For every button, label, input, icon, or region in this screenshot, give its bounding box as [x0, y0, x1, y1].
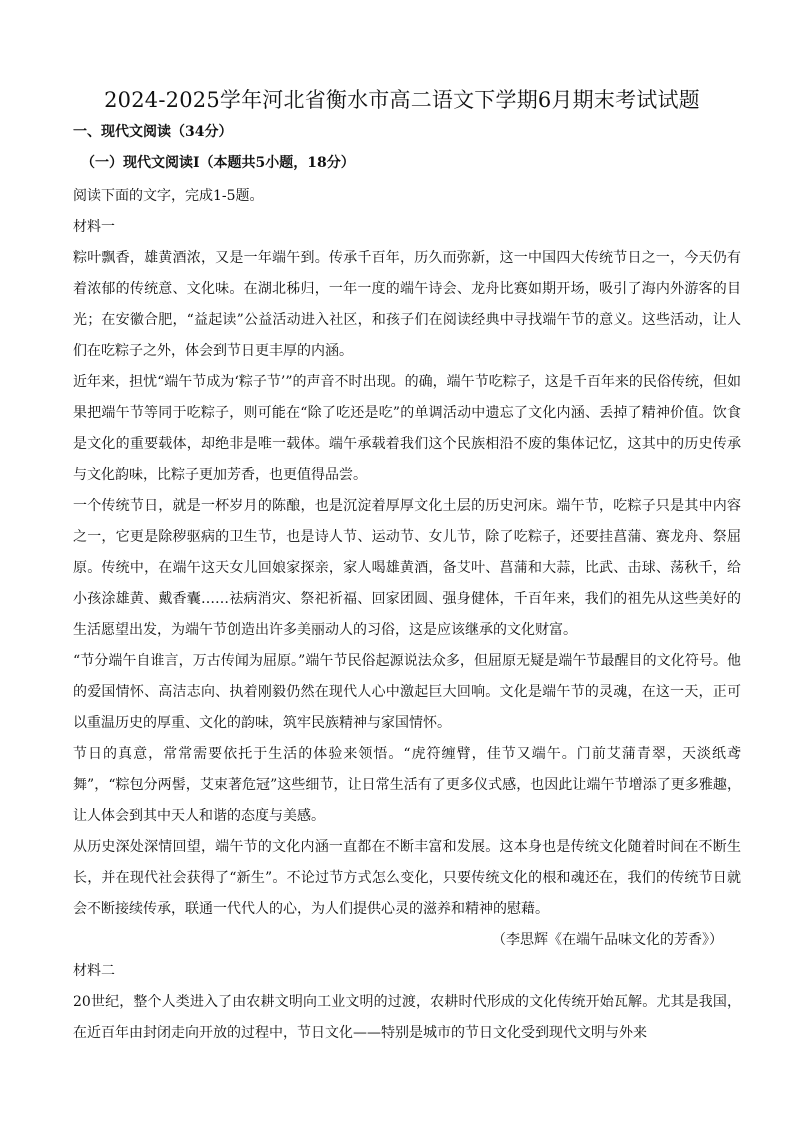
instruction-text: 阅读下面的文字，完成1-5题。: [73, 188, 264, 204]
subsection-heading: （一）现代文阅读Ⅰ（本题共5小题，18分）: [81, 155, 355, 171]
document-title: 2024-2025学年河北省衡水市高二语文下学期6月期末考试试题: [104, 88, 700, 112]
paragraph: 从历史深处深情回望，端午节的文化内涵一直都在不断丰富和发展。这本身也是传统文化随着时间在不断生长，并在现代社会获得了“新生”。不论过节方式怎么变化，只要传统文化的根和魂还在，我们的传统节日就会不断接续传承，联通一代代人的心，为人们提供心灵的滋养和精神的慰藉。: [73, 839, 741, 917]
paragraph: “节分端午自谁言，万古传闻为屈原。”端午节民俗起源说法众多，但屈原无疑是端午节最醒目的文化符号。他的爱国情怀、高洁志向、执着刚毅仍然在现代人心中激起巨大回响。文化是端午节的灵魂，在这一天，正可以重温历史的厚重、文化的韵味，筑牢民族精神与家国情怀。: [73, 653, 741, 731]
paragraph: 20世纪，整个人类进入了由农耕文明向工业文明的过渡，农耕时代形成的文化传统开始瓦解。尤其是我国，在近百年由封闭走向开放的过程中，节日文化——特别是城市的节日文化受到现代文明与外来: [73, 994, 741, 1041]
source-citation: （李思辉《在端午品味文化的芳香》）: [492, 932, 723, 948]
paragraph: 近年来，担忧“端午节成为‘粽子节’”的声音不时出现。的确，端午节吃粽子，这是千百年来的民俗传统，但如果把端午节等同于吃粽子，则可能在“除了吃还是吃”的单调活动中遗忘了文化内涵、丢掉了精神价值。饮食是文化的重要载体，却绝非是唯一载体。端午承载着我们这个民族相沿不废的集体记忆，这其中的历史传承与文化韵味，比粽子更加芳香，也更值得品尝。: [73, 374, 741, 483]
paragraph: 一个传统节日，就是一杯岁月的陈酿，也是沉淀着厚厚文化土层的历史河床。端午节，吃粽子只是其中内容之一，它更是除秽驱病的卫生节，也是诗人节、运动节、女儿节，除了吃粽子，还要挂菖蒲、赛龙舟、祭屈原。传统中，在端午这天女儿回娘家探亲，家人喝雄黄酒，备艾叶、菖蒲和大蒜，比武、击球、荡秋千，给小孩涂雄黄、戴香囊……祛病消灾、祭祀祈福、回家团圆、强身健体，千百年来，我们的祖先从这些美好的生活愿望出发，为端午节创造出许多美丽动人的习俗，这是应该继承的文化财富。: [73, 498, 741, 638]
section-heading: 一、现代文阅读（34分）: [73, 124, 233, 140]
material-label: 材料一: [73, 219, 115, 235]
paragraph: 节日的真意，常常需要依托于生活的体验来领悟。“虎符缠臂，佳节又端午。门前艾蒲青翠，天淡纸鸢舞”，“粽包分两髻，艾束著危冠”这些细节，让日常生活有了更多仪式感，也因此让端午节增添了更多雅趣，让人体会到其中天人和谐的态度与美感。: [73, 746, 741, 824]
paragraph: 粽叶飘香，雄黄酒浓，又是一年端午到。传承千百年，历久而弥新，这一中国四大传统节日之一，今天仍有着浓郁的传统意、文化味。在湖北秭归，一年一度的端午诗会、龙舟比赛如期开场，吸引了海内外游客的目光；在安徽合肥，“益起读”公益活动进入社区，和孩子们在阅读经典中寻找端午节的意义。这些活动，让人们在吃粽子之外，体会到节日更丰厚的内涵。: [73, 250, 741, 359]
material-label: 材料二: [73, 963, 115, 979]
